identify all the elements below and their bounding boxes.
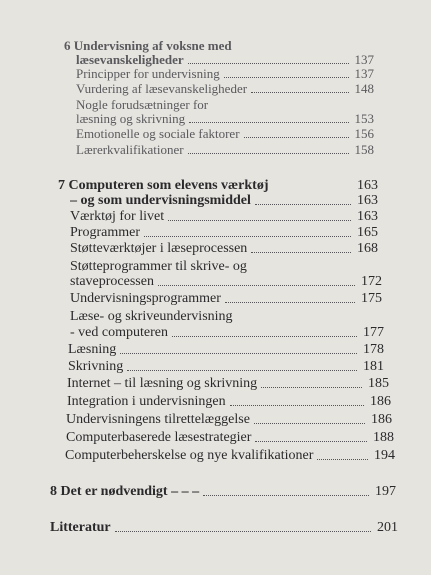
toc-entry-text: Principper for undervisning — [76, 66, 220, 81]
toc-entry-page: 177 — [363, 325, 384, 340]
toc-entry-page: 163 — [357, 209, 378, 224]
toc-entry-page: 197 — [375, 484, 396, 499]
toc-entry-page: 163 — [357, 178, 378, 193]
toc-entry-text: Undervisningens tilrettelæggelse — [66, 412, 250, 427]
toc-entry-page: 168 — [357, 241, 378, 256]
toc-entry-text: Værktøj for livet — [70, 209, 165, 224]
toc-entry-page: 165 — [357, 225, 378, 240]
toc-entry-text: læsning og skrivning — [76, 111, 186, 126]
toc-entry-text: - ved computeren — [70, 325, 168, 340]
chapter-7-heading-line — [70, 193, 378, 209]
toc-entry-page: 137 — [354, 66, 374, 81]
toc-entry-text: staveprocessen — [70, 274, 154, 289]
toc-entry-text: Computerbeherskelse og nye kvalifikationer — [65, 448, 314, 463]
toc-entry-text: 8 Det er nødvendigt – – – — [50, 484, 200, 499]
toc-entry-page: 153 — [354, 111, 374, 126]
toc-entry — [67, 394, 391, 410]
toc-entry — [66, 412, 392, 428]
toc-entry-text: Vurdering af læsevanskeligheder — [76, 81, 248, 96]
toc-entry-text: Internet – til læsning og skrivning — [67, 376, 258, 391]
toc-entry-text: Undervisningsprogrammer — [70, 291, 221, 306]
toc-entry-page: 175 — [361, 291, 382, 306]
toc-entry-text: læsevanskeligheder — [76, 52, 184, 67]
toc-entry — [70, 274, 382, 290]
toc-entry-text: Lærerkvalifikationer — [76, 142, 184, 157]
toc-entry — [65, 448, 395, 464]
toc-entry-text: Emotionelle og sociale faktorer — [76, 126, 240, 141]
toc-entry-text: Læse- og skriveundervisning — [70, 309, 233, 324]
toc-entry-page: 163 — [357, 193, 378, 208]
toc-entry — [70, 241, 378, 257]
toc-entry-page: 201 — [377, 520, 398, 535]
toc-entry-text: Støtteprogrammer til skrive- og — [70, 259, 247, 274]
toc-entry-text: – og som undervisningsmiddel — [70, 193, 251, 208]
toc-entry-page: 178 — [363, 342, 384, 357]
toc-entry-page: 186 — [371, 412, 392, 427]
toc-entry-page: 194 — [374, 448, 395, 463]
toc-entry-page: 158 — [354, 142, 374, 157]
toc-entry-text: Integration i undervisningen — [67, 394, 226, 409]
toc-entry-text: Støtteværktøjer i læseprocessen — [70, 241, 248, 256]
chapter-7-heading — [58, 178, 378, 194]
toc-entry-page: 188 — [373, 430, 394, 445]
toc-entry-page: 186 — [370, 394, 391, 409]
toc-entry-page: 172 — [361, 274, 382, 289]
toc-entry — [68, 342, 384, 358]
toc-entry — [76, 126, 374, 142]
toc-entry — [66, 430, 394, 446]
toc-entry-text: 7 Computeren som elevens værktøj — [58, 178, 269, 193]
toc-entry-text: Læsning — [68, 342, 117, 357]
toc-entry — [70, 209, 378, 225]
toc-entry — [70, 291, 382, 307]
toc-entry — [67, 376, 389, 392]
toc-entry-text: Skrivning — [68, 359, 124, 374]
chapter-8-heading — [50, 484, 396, 500]
literature-heading — [50, 520, 398, 536]
toc-entry — [70, 225, 378, 241]
toc-entry-text: Computerbaserede læsestrategier — [66, 430, 252, 445]
toc-entry — [76, 111, 374, 127]
toc-entry — [76, 142, 374, 158]
toc-entry-text: Programmer — [70, 225, 140, 240]
toc-entry-page: 156 — [354, 126, 374, 141]
toc-entry — [76, 81, 374, 97]
toc-entry-page: 148 — [354, 81, 374, 96]
chapter-6-heading: 6 Undervisning af voksne med — [64, 38, 232, 53]
toc-entry-text: Nogle forudsætninger for — [76, 97, 209, 112]
toc-entry-page: 181 — [363, 359, 384, 374]
toc-entry-page: 185 — [368, 376, 389, 391]
toc-entry-text: Litteratur — [50, 520, 111, 535]
toc-entry-page: 137 — [354, 52, 374, 67]
toc-entry — [76, 66, 374, 82]
toc-entry — [70, 325, 384, 341]
toc-entry — [68, 359, 384, 375]
